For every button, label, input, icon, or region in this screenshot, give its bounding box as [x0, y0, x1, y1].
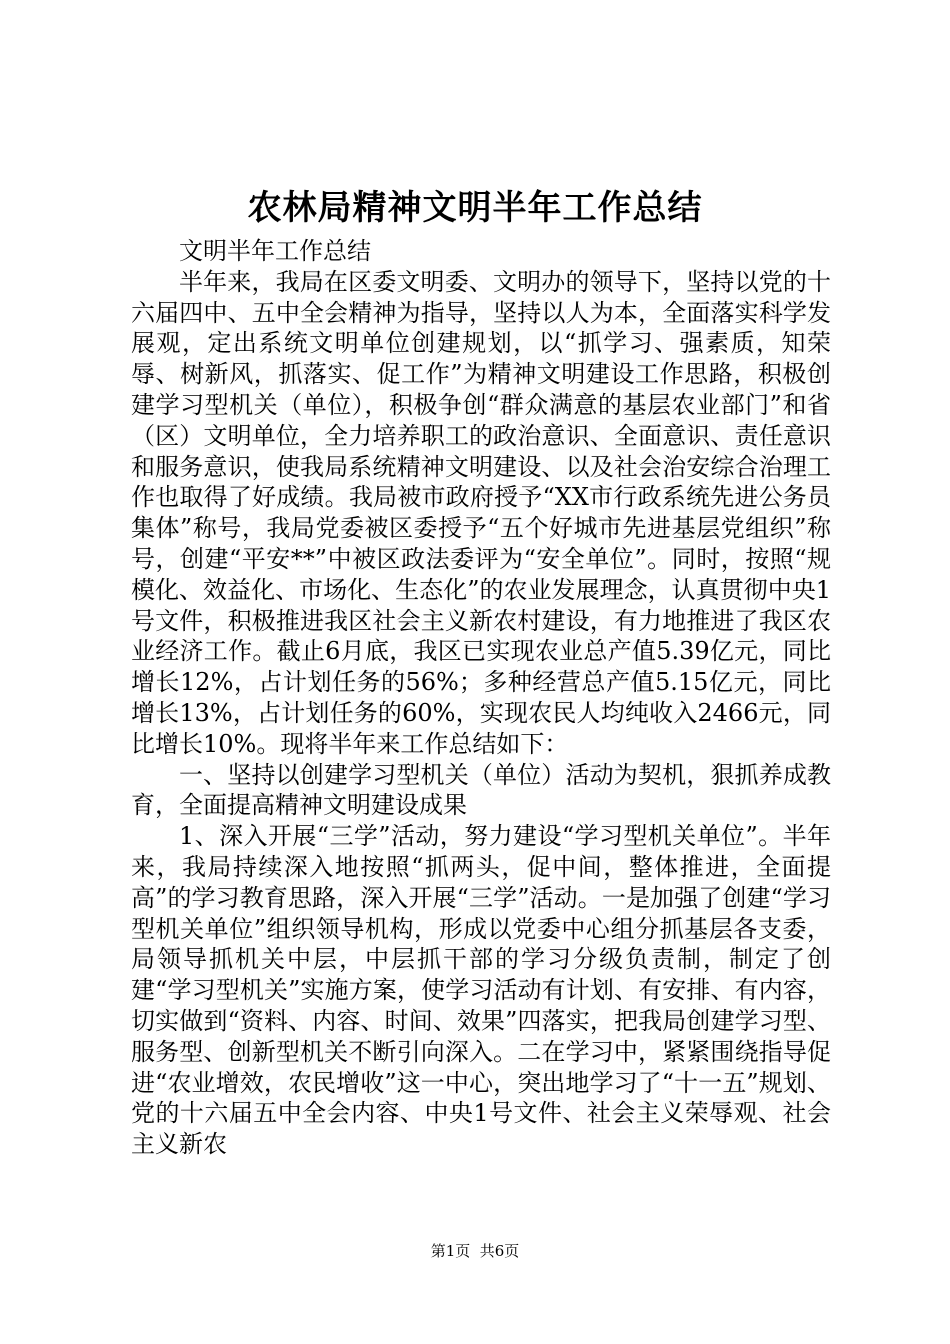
intro-paragraph: 半年来，我局在区委文明委、文明办的领导下，坚持以党的十六届四中、五中全会精神为指导，坚持以人为本，全面落实科学发展观，定出系统文明单位创建规划，以“抓学习、强素质，知荣辱、树新风，抓落实、促工作”为精神文明建设工作思路，积极创建学习型机关（单位），积极争创“群众满意的基层农业部门”和省（区）文明单位，全力培养职工的政治意识、全面意识、责任意识和服务意识，使我局系统精神文明建设、以及社会治安综合治理工作也取得了好成绩。我局被市政府授予“XX市行政系统先进公务员集体”称号，我局党委被区委授予“五个好城市先进基层党组织”称号，创建“平安**”中被区政法委评为“安全单位”。同时，按照“规模化、效益化、市场化、生态化”的农业发展理念，认真贯彻中央1号文件，积极推进我区社会主义新农村建设，有力地推进了我区农业经济工作。截止6月底，我区已实现农业总产值5.39亿元，同比增长12%，占计划任务的56%；多种经营总产值5.15亿元，同比增长13%，占计划任务的60%，实现农民人均纯收入2466元，同比增长10%。现将半年来工作总结如下： [131, 267, 831, 758]
page-number: 第1页 共6页 [430, 1242, 520, 1260]
page-title: 农林局精神文明半年工作总结 [247, 188, 703, 228]
section-paragraph-1: 1、深入开展“三学”活动，努力建设“学习型机关单位”。半年来，我局持续深入地按照“抓两头，促中间，整体推进，全面提高”的学习教育思路，深入开展“三学”活动。一是加强了创建“学习型机关单位”组织领导机构，形成以党委中心组分抓基层各支委，局领导抓机关中层，中层抓干部的学习分级负责制，制定了创建“学习型机关”实施方案，使学习活动有计划、有安排、有内容，切实做到“资料、内容、时间、效果”四落实，把我局创建学习型、服务型、创新型机关不断引向深入。二在学习中，紧紧围绕指导促进“农业增效，农民增收”这一中心，突出地学习了“十一五”规划、党的十六届五中全会内容、中央1号文件、社会主义荣辱观、社会主义新农 [131, 822, 831, 1159]
document-body [131, 236, 831, 1160]
page-footer [0, 1241, 950, 1261]
section-heading-1: 一、坚持以创建学习型机关（单位）活动为契机，狠抓养成教育，全面提高精神文明建设成果 [131, 760, 831, 820]
subtitle-paragraph: 文明半年工作总结 [179, 237, 371, 265]
